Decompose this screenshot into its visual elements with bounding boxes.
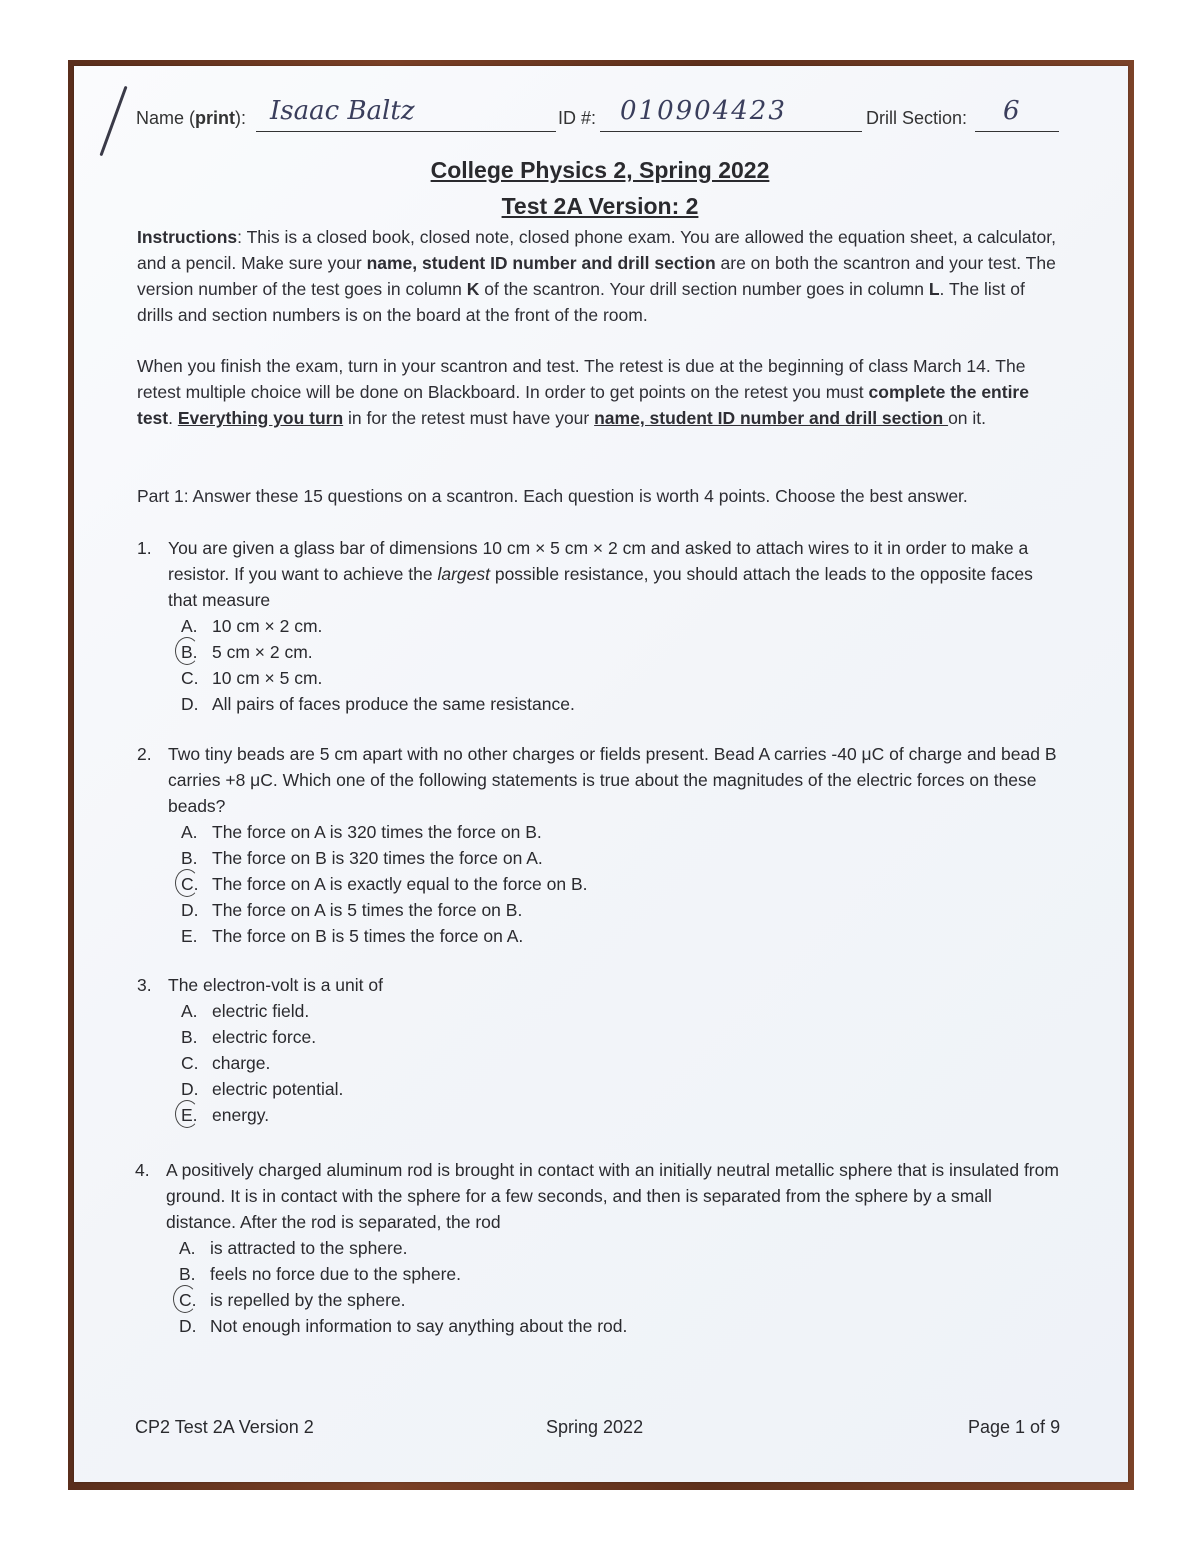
question-stem: The electron-volt is a unit of [168, 975, 383, 995]
question-1 [137, 535, 1062, 717]
name-handwritten: Isaac Baltz [270, 96, 415, 126]
answer-option: B. The force on B is 320 times the force on A. [181, 848, 543, 868]
id-label: ID #: [558, 108, 597, 128]
drill-label: Drill Section: [866, 108, 968, 128]
answer-option-selected: C. The force on A is exactly equal to the force on B. [181, 871, 1062, 897]
question-3 [137, 972, 1062, 1128]
answer-option: B. electric force. [181, 1027, 317, 1047]
answer-option: A. 10 cm × 2 cm. [181, 616, 323, 636]
answer-option: D. The force on A is 5 times the force on B. [181, 900, 523, 920]
question-number: 1. [137, 538, 152, 558]
answer-option: E. The force on B is 5 times the force on A. [181, 926, 524, 946]
question-stem: A positively charged aluminum rod is brought in contact with an initially neutral metallic sphere that is insulated from ground. It is in contact with the sphere for a few seconds, and then is separated from the sphere by a small distance. After the rod is separated, the rod [166, 1160, 1059, 1232]
id-line [600, 131, 862, 132]
question-4 [135, 1157, 1060, 1339]
question-stem: Two tiny beads are 5 cm apart with no other charges or fields present. Bead A carries -40 μC of charge and bead B carries +8 μC. Which one of the following statements is true about the magnitudes of the electric forces on these beads? [168, 744, 1057, 816]
answer-option: A. The force on A is 320 times the force on B. [181, 822, 542, 842]
instructions-paragraph: Instructions: This is a closed book, closed note, closed phone exam. You are allowed the equation sheet, a calculator, and a pencil. Make sure your name, student ID number and drill section are on both the scantron and your test. The version number of the test goes in column K of the scantron. Your drill section number goes in column L. The list of drills and section numbers is on the board at the front of the room. [137, 227, 1056, 325]
answer-option: A. electric field. [181, 1001, 310, 1021]
exam-title: College Physics 2, Spring 2022 [430, 157, 770, 183]
question-number: 4. [135, 1160, 150, 1180]
question-number: 3. [137, 975, 152, 995]
answer-option: C. charge. [181, 1053, 271, 1073]
question-number: 2. [137, 744, 152, 764]
answer-option-selected: C. is repelled by the sphere. [179, 1287, 1060, 1313]
answer-option: D. All pairs of faces produce the same resistance. [181, 694, 575, 714]
finish-paragraph: When you finish the exam, turn in your scantron and test. The retest is due at the beginning of class March 14. The retest multiple choice will be done on Blackboard. In order to get points on the retest you must complete the entire test. Everything you turn in for the retest must have your name, student ID number and drill section on it. [137, 356, 1029, 428]
answer-option: D. Not enough information to say anything about the rod. [179, 1316, 628, 1336]
footer-left: CP2 Test 2A Version 2 [135, 1417, 314, 1437]
answer-option: D. electric potential. [181, 1079, 344, 1099]
part1-instructions: Part 1: Answer these 15 questions on a scantron. Each question is worth 4 points. Choose the best answer. [137, 486, 968, 506]
answer-option: A. is attracted to the sphere. [179, 1238, 408, 1258]
answer-option-selected: B. 5 cm × 2 cm. [181, 639, 1062, 665]
exam-subtitle: Test 2A Version: 2 [501, 193, 699, 219]
name-line [256, 131, 556, 132]
answer-option-selected: E. energy. [181, 1102, 1062, 1128]
page-number: Page 1 of 9 [968, 1417, 1061, 1437]
id-handwritten: 010904423 [620, 96, 787, 126]
footer-center: Spring 2022 [546, 1417, 644, 1437]
answer-option: C. 10 cm × 5 cm. [181, 668, 323, 688]
drill-line [975, 131, 1059, 132]
name-label: Name (print): [136, 108, 247, 128]
question-stem: You are given a glass bar of dimensions 10 cm × 5 cm × 2 cm and asked to attach wires to it in order to make a resistor. If you want to achieve the largest possible resistance, you should attach the leads to the opposite faces that measure [168, 538, 1033, 610]
drill-handwritten: 6 [1003, 96, 1020, 126]
question-2 [137, 741, 1062, 949]
answer-option: B. feels no force due to the sphere. [179, 1264, 461, 1284]
